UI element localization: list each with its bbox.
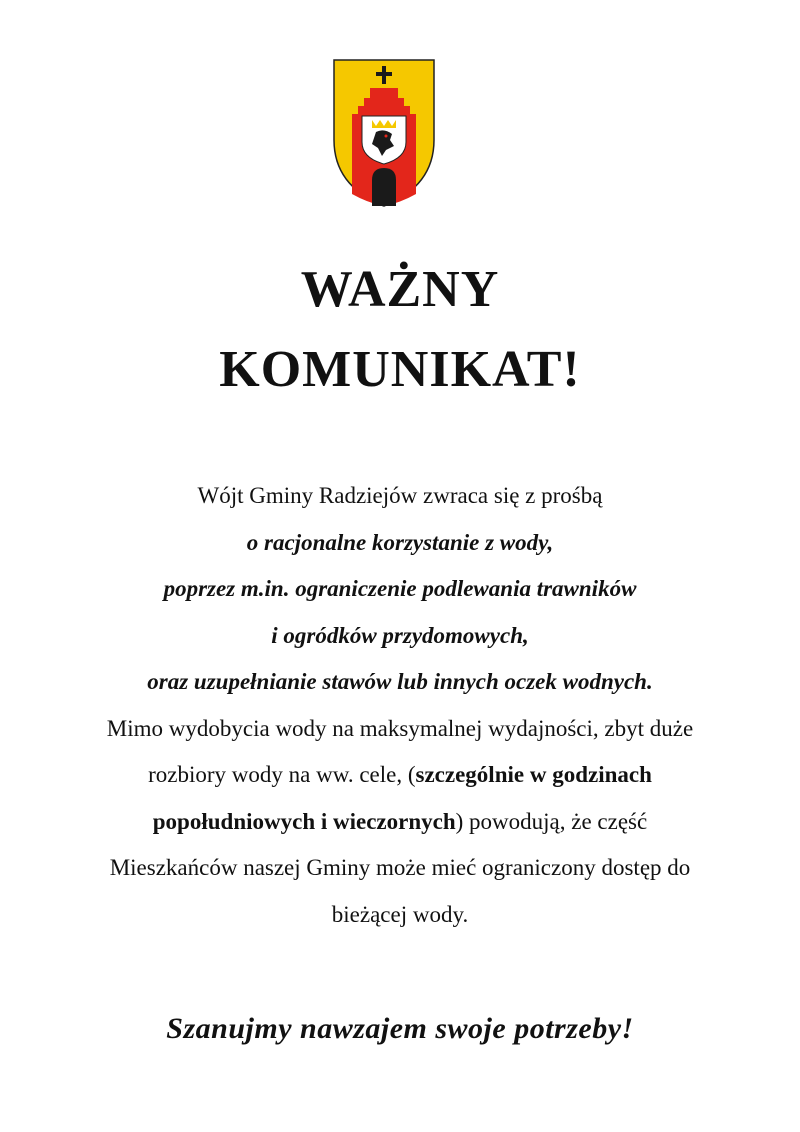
body-line-emphasis: o racjonalne korzystanie z wody, [246,529,554,555]
body-text: rozbiory wody na ww. cele, ( [148,762,416,787]
coat-of-arms-icon [332,58,436,208]
body-line-emphasis: oraz uzupełnianie stawów lub innych oczek wodnych. [147,669,653,694]
title-line-1: WAŻNY [300,261,500,318]
title-line-2: KOMUNIKAT! [219,341,581,398]
body-text-bold: szczególnie w godzinach [415,762,652,787]
notice-body [20,473,780,938]
body-line [20,799,780,846]
body-line: Mieszkańców naszej Gminy może mieć ograniczony dostęp do [109,855,691,880]
body-line [20,752,780,799]
body-text: ) powodują, że część [455,808,648,834]
closing-line: Szanujmy nawzajem swoje potrzeby! [166,1012,634,1045]
body-line-emphasis: poprzez m.in. ograniczenie podlewania trawników [163,576,637,601]
body-line-emphasis: i ogródków przydomowych, [271,622,529,648]
body-line: Mimo wydobycia wody na maksymalnej wydajności, zbyt duże [106,715,694,741]
body-line: bieżącej wody. [331,901,469,927]
body-text-bold: popołudniowych i wieczornych [152,808,456,834]
body-line: Wójt Gminy Radziejów zwraca się z prośbą [197,483,603,508]
